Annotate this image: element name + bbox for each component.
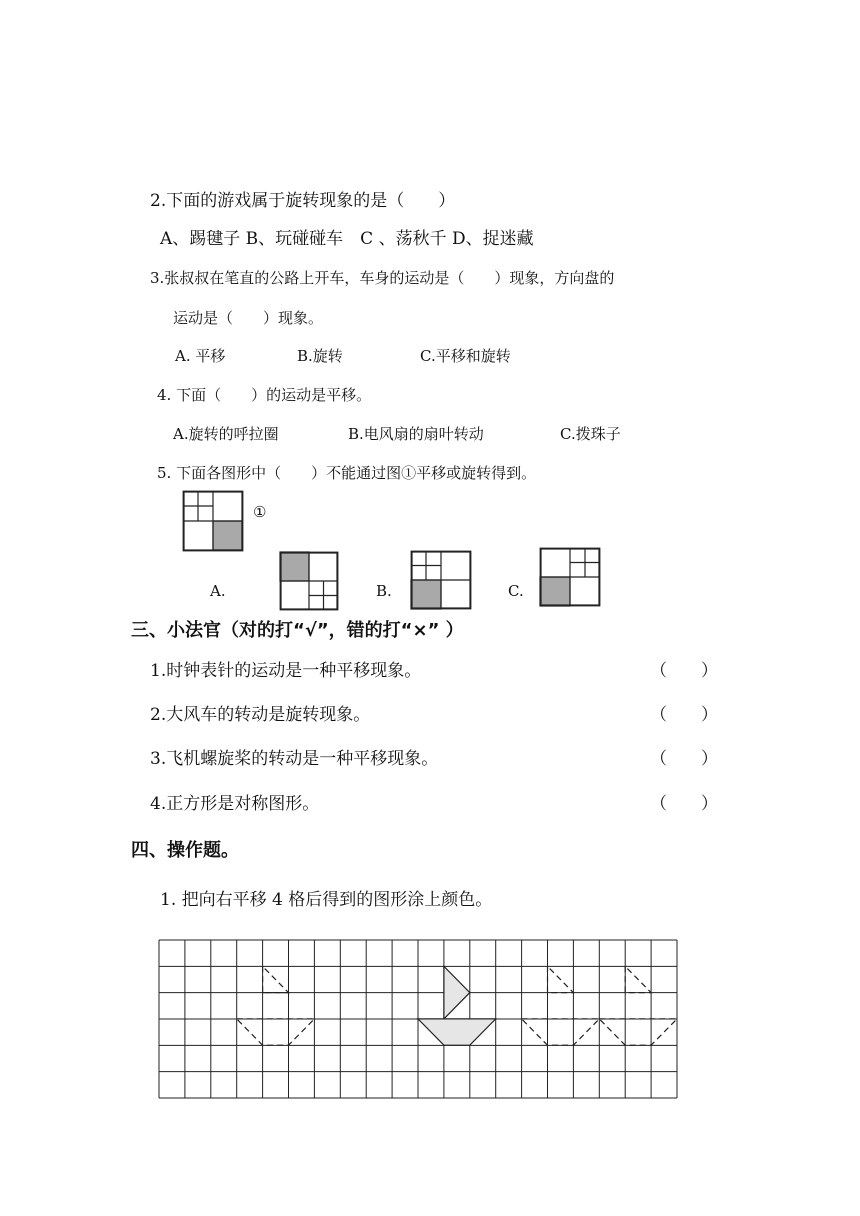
q5-reference-figure [183,491,243,551]
part3-heading: 三、小法官（对的打“√”，错的打“×” ） [131,620,464,641]
q5-choice-b-figure [411,551,471,609]
part3-item-1-blank[interactable]: （ ） [650,661,718,681]
part3-item-3-blank[interactable]: （ ） [650,749,718,769]
q2-options: A、踢毽子 B、玩碰碰车 C 、荡秋千 D、捉迷藏 [160,229,534,249]
translation-grid [159,940,677,1098]
dashed-boat-3 [599,966,677,1045]
q5-choice-label-b: B. [376,582,392,600]
part4-q1-stem: 1. 把向右平移 4 格后得到的图形涂上颜色。 [160,890,493,910]
q3-option-a: A. 平移 [175,347,226,365]
part4-heading: 四、操作题。 [131,840,239,861]
q3-stem-line2: 运动是（ ）现象。 [173,309,324,327]
q5-choice-label-c: C. [508,582,524,600]
q4-option-a: A.旋转的呼拉圈 [173,425,279,443]
dashed-boat-2 [522,966,600,1045]
part3-item-1: 1.时钟表针的运动是一种平移现象。 [150,661,422,681]
q5-choice-a-figure [280,552,338,610]
q4-option-c: C.拨珠子 [560,425,621,443]
q4-option-b: B.电风扇的扇叶转动 [348,425,484,443]
part3-item-4-blank[interactable]: （ ） [650,794,718,814]
q2-stem: 2.下面的游戏属于旋转现象的是（ ） [150,191,456,211]
q5-choice-c-figure [540,548,600,606]
part3-item-4: 4.正方形是对称图形。 [150,794,320,814]
q3-option-b: B.旋转 [297,347,343,365]
q3-option-c: C.平移和旋转 [420,347,511,365]
dashed-boat-1 [237,966,315,1045]
q5-stem: 5. 下面各图形中（ ）不能通过图①平移或旋转得到。 [157,464,537,482]
part3-item-2-blank[interactable]: （ ） [650,705,718,725]
q3-stem-line1: 3.张叔叔在笔直的公路上开车，车身的运动是（ ）现象，方向盘的 [150,269,615,287]
q5-choice-label-a: A. [210,582,226,600]
q4-stem: 4. 下面（ ）的运动是平移。 [157,386,372,404]
part3-item-3: 3.飞机螺旋桨的转动是一种平移现象。 [150,749,439,769]
original-boat [418,966,496,1045]
part3-item-2: 2.大风车的转动是旋转现象。 [150,705,371,725]
q5-ref-mark: ① [253,503,267,521]
